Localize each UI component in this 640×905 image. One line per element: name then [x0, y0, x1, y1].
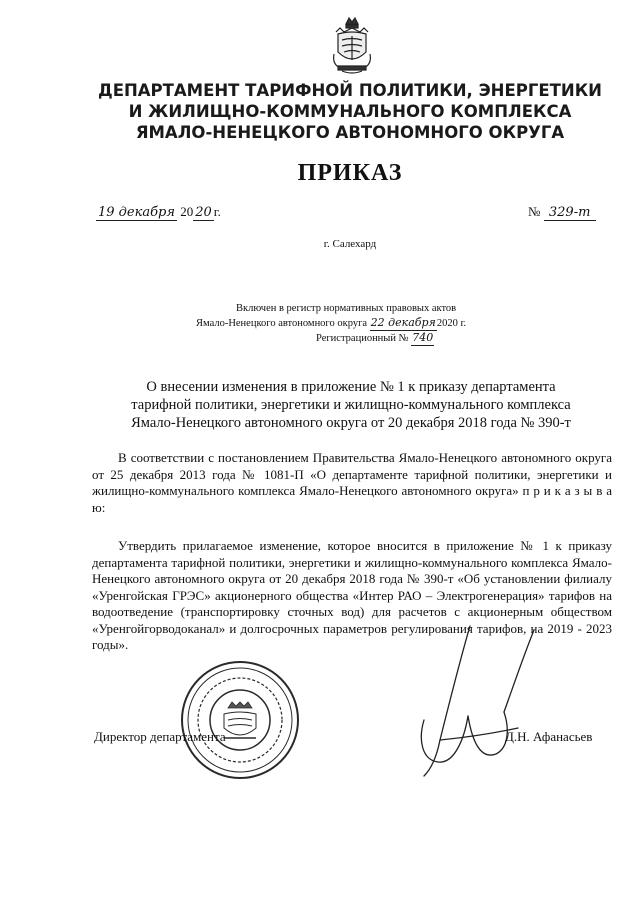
department-line-1: ДЕПАРТАМЕНТ ТАРИФНОЙ ПОЛИТИКИ, ЭНЕРГЕТИКИ [98, 81, 602, 100]
subject-line-3: Ямало-Ненецкого автономного округа от 20 декабря 2018 года № 390-т [131, 415, 571, 431]
document-type-title: ПРИКАЗ [297, 160, 403, 186]
coat-of-arms-icon [330, 14, 374, 76]
department-name [60, 80, 640, 143]
department-line-3: ЯМАЛО-НЕНЕЦКОГО АВТОНОМНОГО ОКРУГА [135, 123, 565, 142]
registration-line-1: Включен в регистр нормативных правовых актов [236, 303, 457, 314]
order-subject [88, 378, 614, 432]
subject-line-2: тарифной политики, энергетики и жилищно-коммунального комплекса [131, 397, 571, 413]
handwritten-signature-icon [400, 620, 540, 780]
body-paragraph-1: В соответствии с постановлением Правительства Ямало-Ненецкого автономного округа от 25 декабря 2013 года № 1081-П «О департаменте тарифной политики, энергетики и жилищно-коммунального комплекса Ямало-Ненецкого автономного округа» п р и к а з ы в а ю: [92, 450, 612, 515]
registration-date-handwritten: 22 декабря [370, 316, 436, 329]
order-year-handwritten: 20 [195, 205, 212, 220]
city-label: г. Салехард [323, 238, 377, 250]
registration-region: Ямало-Ненецкого автономного округа [196, 318, 368, 329]
registration-number-label: Регистрационный № [316, 333, 409, 344]
official-seal-icon [178, 658, 302, 782]
order-date-handwritten: 19 декабря [98, 205, 175, 220]
registration-stamp-text [196, 302, 556, 346]
registration-number-handwritten: 740 [412, 331, 434, 344]
registration-line-3 [196, 331, 556, 346]
order-number-handwritten: 329-т [544, 205, 596, 221]
body-paragraph-2: Утвердить прилагаемое изменение, которое вносится в приложение № 1 к приказу департамента тарифной политики, энергетики и жилищно-коммунального комплекса Ямало-Ненецкого автономного округа от 20 декабря 2018 года № 390-т «Об установлении филиалу «Уренгойская ГРЭС» акционерного общества «Интер РАО – Электрогенерация» тарифов на водоотведение (транспортировку сточных вод) для расчетов с акционерным обществом «Уренгойгорводоканал» и долгосрочных параметров регулирования тарифов, на 2019 - 2023 годы». [92, 538, 612, 652]
subject-line-1: О внесении изменения в приложение № 1 к приказу департамента [146, 379, 556, 395]
registration-year: 2020 г. [436, 318, 467, 329]
signatory-position: Директор департамента [94, 729, 226, 744]
order-date [96, 204, 221, 221]
signatory-name: Д.Н. Афанасьев [505, 729, 593, 744]
order-year-suffix: г. [213, 204, 221, 219]
department-line-2: И ЖИЛИЩНО-КОММУНАЛЬНОГО КОМПЛЕКСА [128, 102, 572, 121]
order-year-prefix: 20 [180, 204, 194, 219]
order-number-label: № [528, 204, 541, 219]
order-number [528, 204, 596, 221]
registration-line-2 [196, 316, 556, 331]
